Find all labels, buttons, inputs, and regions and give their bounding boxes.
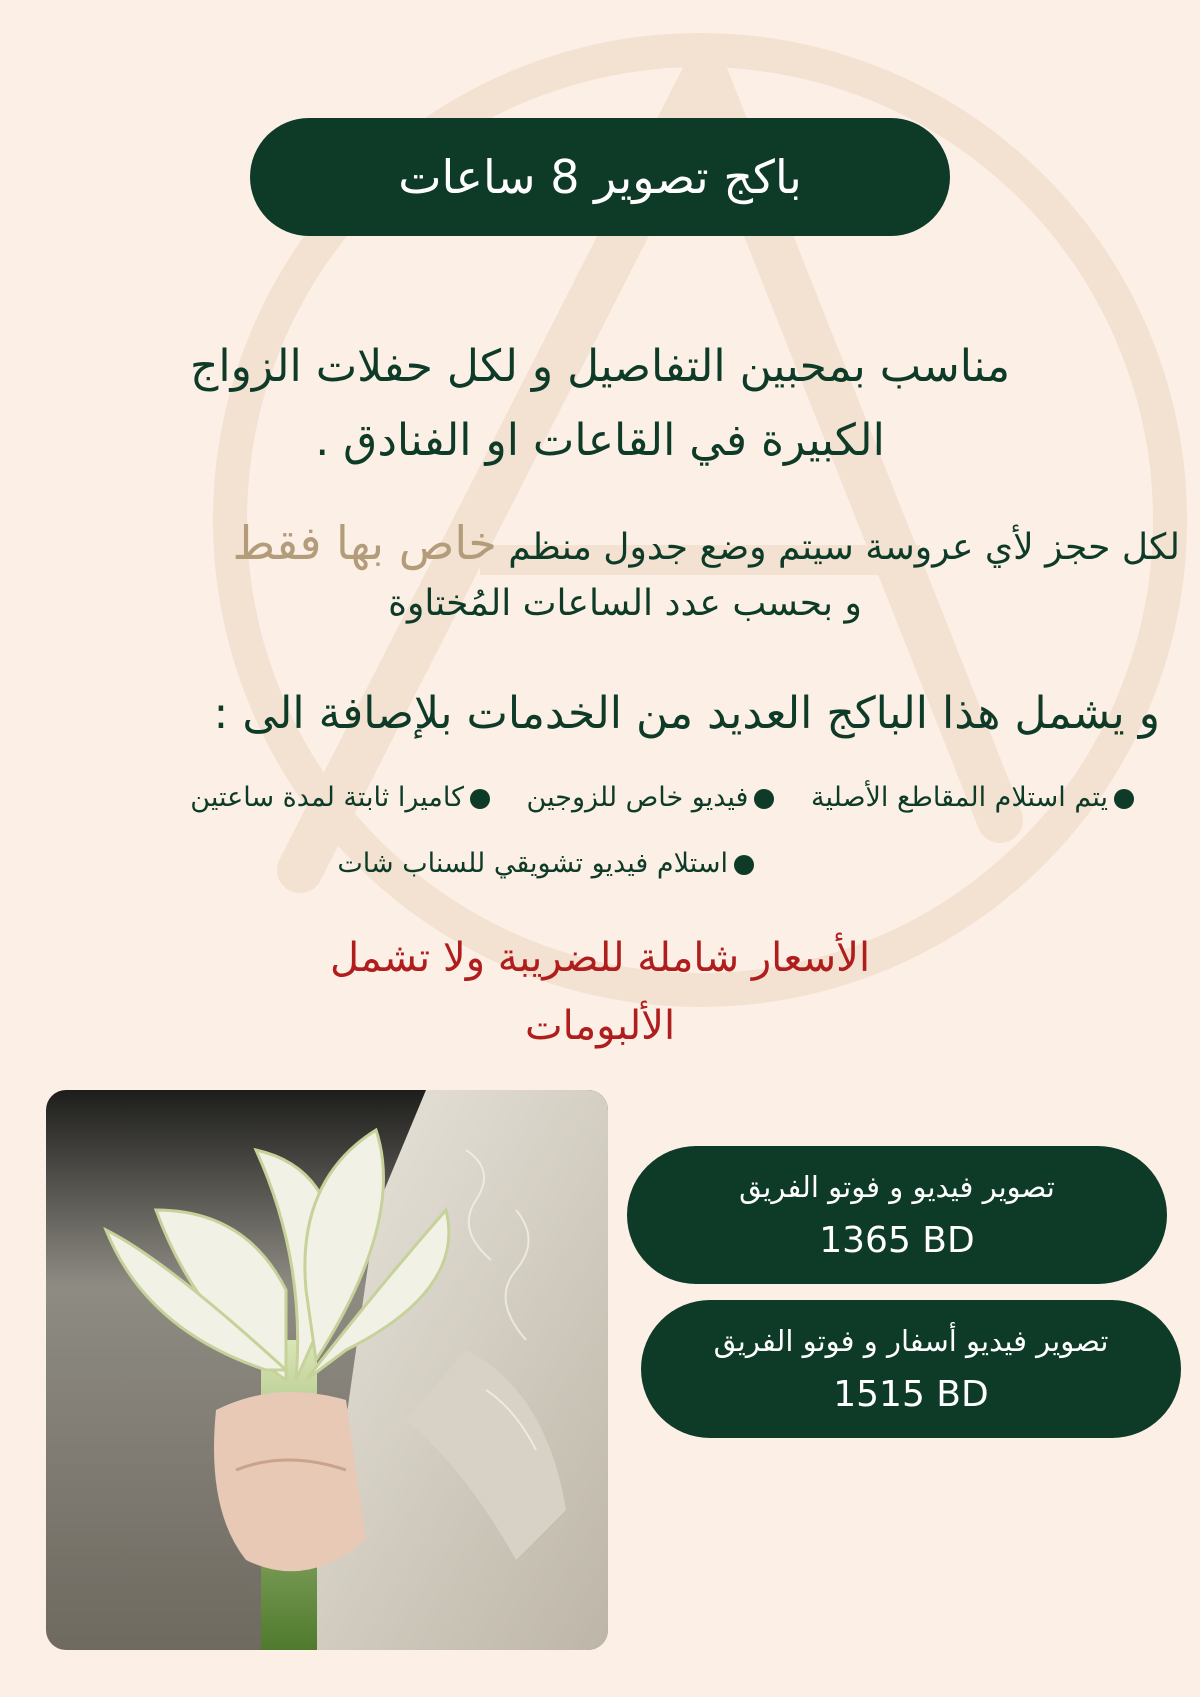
- package-price: 1365 BD: [819, 1219, 975, 1261]
- bullet-icon: [754, 789, 774, 809]
- page-title: باكج تصوير 8 ساعات: [398, 150, 802, 204]
- package-label: تصوير فيديو و فوتو الفريق: [739, 1169, 1055, 1204]
- tax-note: [180, 924, 1020, 1060]
- package-card-2: [641, 1300, 1181, 1438]
- bullet-icon: [734, 855, 754, 875]
- intro-line-1: مناسب بمحبين التفاصيل و لكل حفلات الزواج: [189, 341, 1011, 392]
- schedule-highlight: خاص بها فقط: [232, 516, 497, 570]
- bullet-icon: [1114, 789, 1134, 809]
- list-item: فيديو خاص للزوجين: [527, 782, 781, 813]
- includes-heading: و يشمل هذا الباكج العديد من الخدمات بلإصافة الى :: [213, 688, 1160, 739]
- title-banner: [250, 118, 950, 236]
- schedule-prefix: لكل حجز لأي عروسة سيتم وضع جدول منظم: [496, 527, 1180, 568]
- services-list: [40, 782, 1140, 813]
- tax-note-line-2: الألبومات: [524, 1003, 676, 1049]
- list-item: استلام فيديو تشويقي للسناب شات: [337, 848, 760, 879]
- schedule-line-2: و بحسب عدد الساعات المُختاوة: [388, 583, 862, 624]
- bullet-icon: [470, 789, 490, 809]
- intro-text: [80, 330, 1120, 478]
- tax-note-line-1: الأسعار شاملة للضريبة ولا تشمل: [329, 935, 871, 981]
- list-item: يتم استلام المقاطع الأصلية: [811, 782, 1140, 813]
- package-price: 1515 BD: [833, 1373, 989, 1415]
- package-label: تصوير فيديو أسفار و فوتو الفريق: [713, 1323, 1109, 1358]
- intro-line-2: الكبيرة في القاعات او الفنادق .: [315, 415, 885, 466]
- package-card-1: [627, 1146, 1167, 1284]
- schedule-text: [60, 515, 1180, 632]
- list-item: كاميرا ثابتة لمدة ساعتين: [190, 782, 496, 813]
- bride-bouquet-photo: [46, 1090, 608, 1650]
- services-list-row-2: [337, 848, 760, 879]
